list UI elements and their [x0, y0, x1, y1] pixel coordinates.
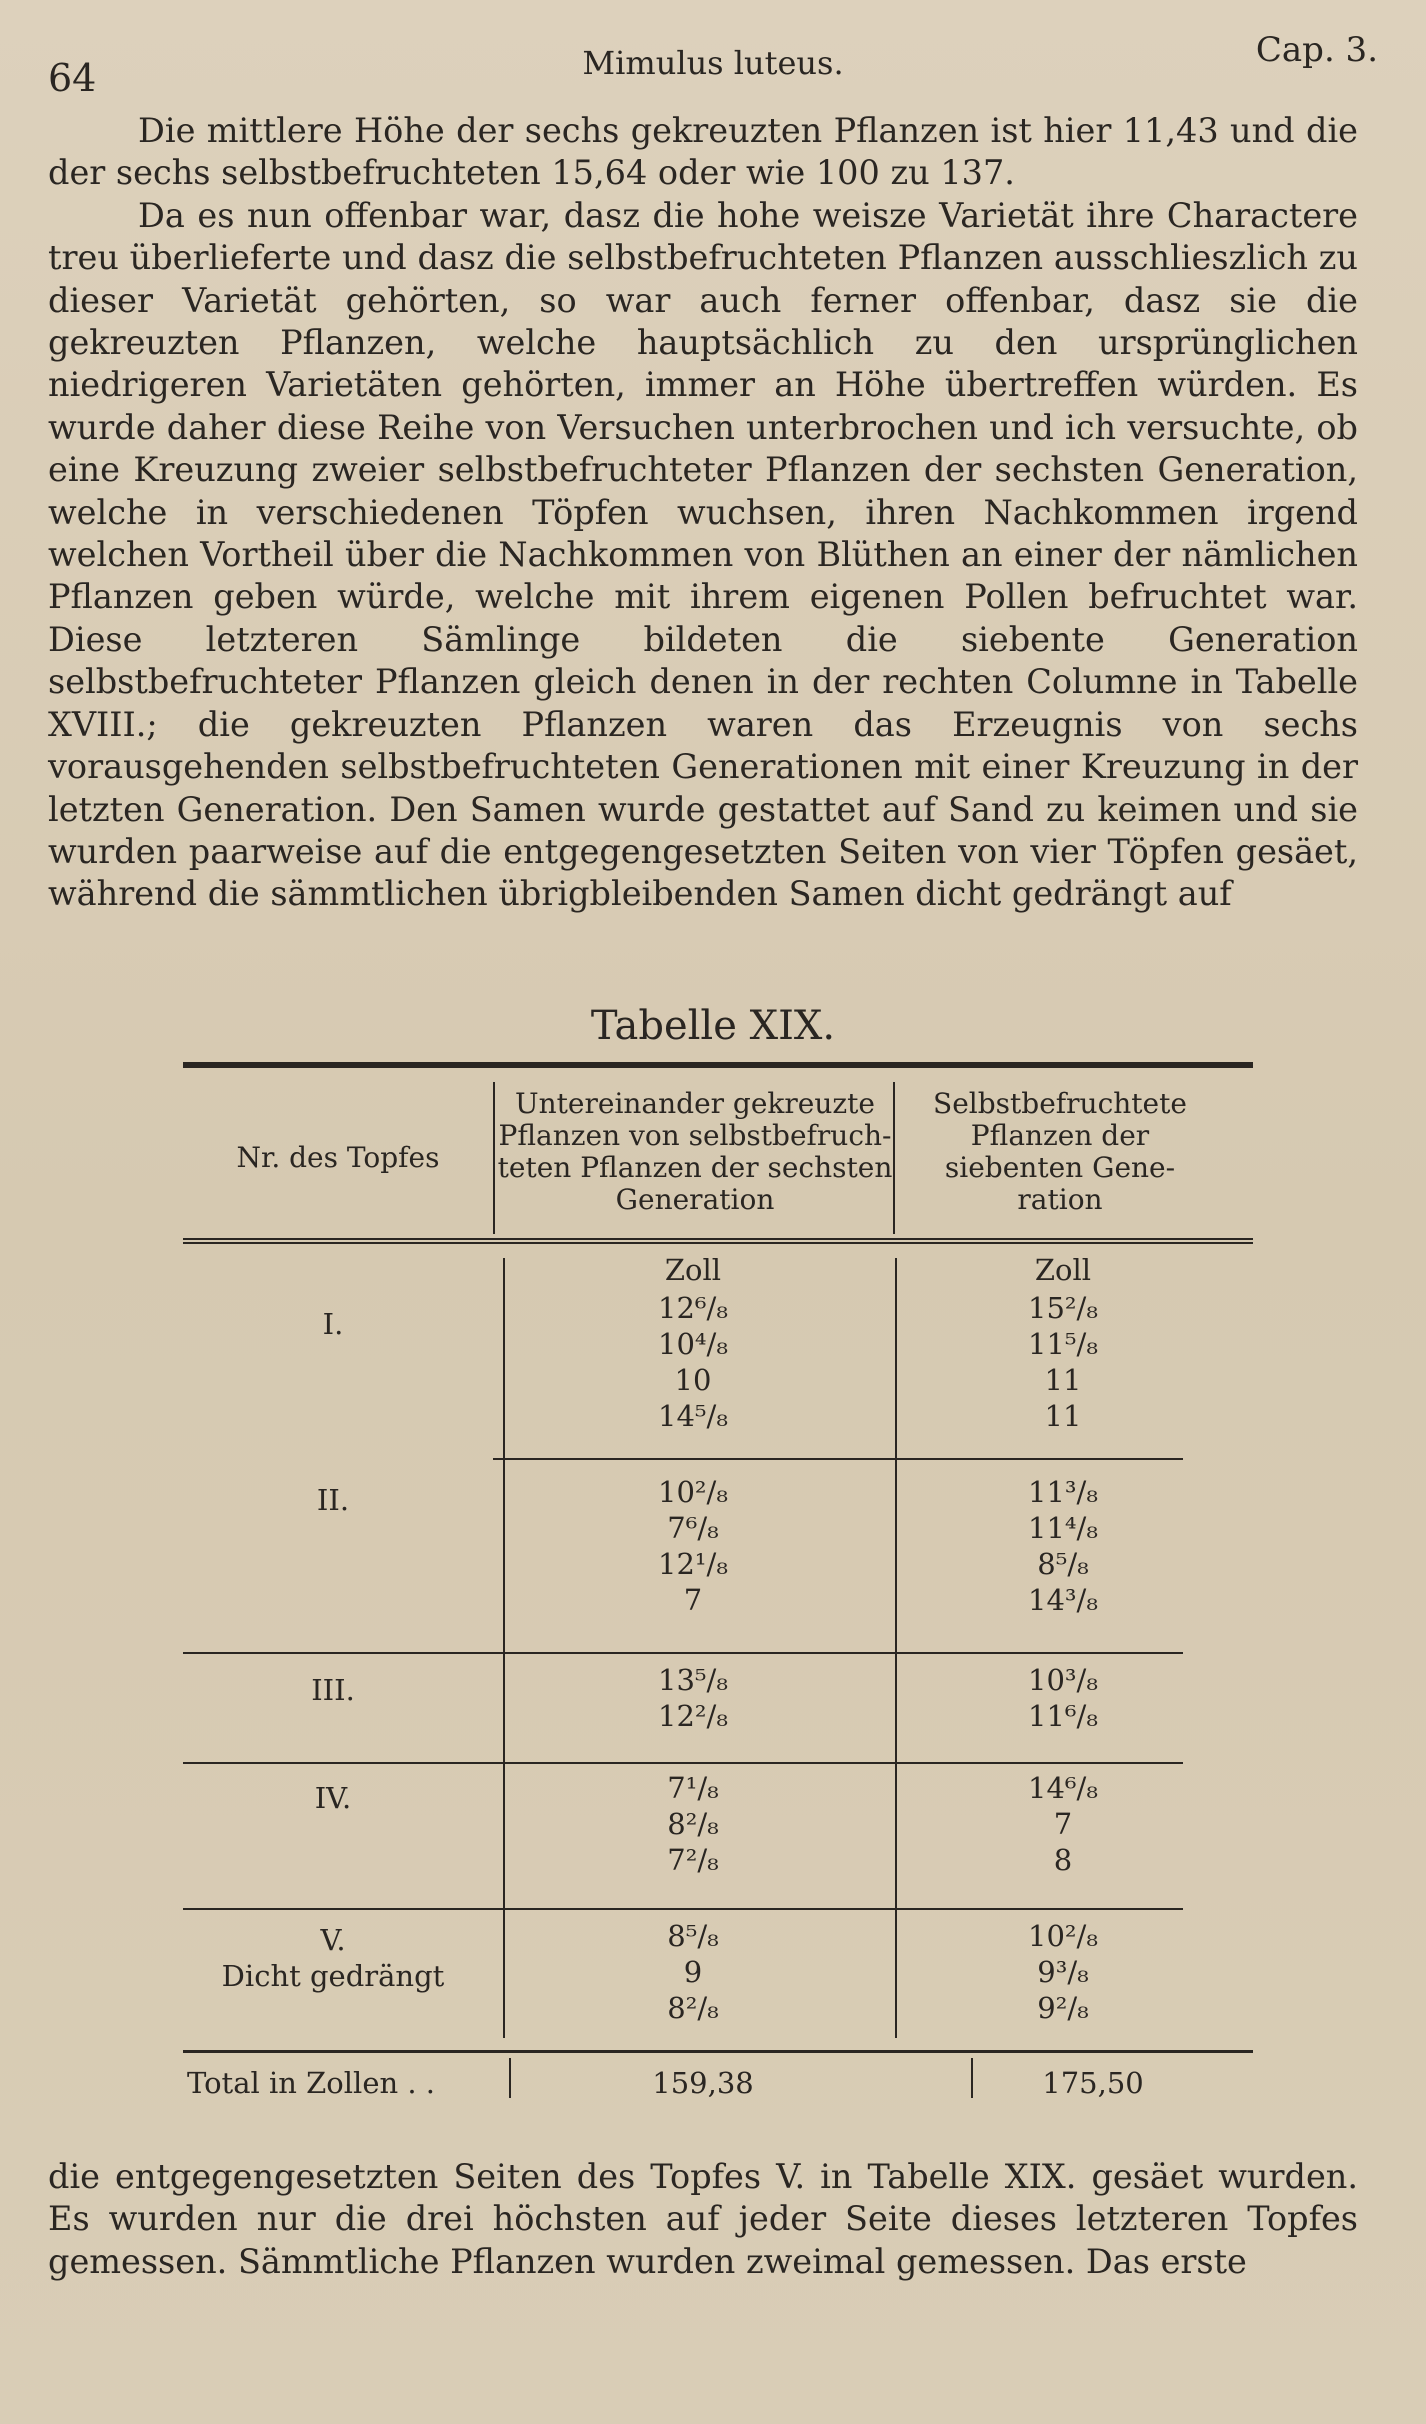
crossed-values: 8⁵/₈ 9 8²/₈ — [667, 1919, 719, 2025]
crossed-values: 12⁶/₈ 10⁴/₈ 10 14⁵/₈ — [658, 1291, 728, 1433]
header-pot-number: Nr. des Topfes — [236, 1141, 440, 1174]
table-top-rule — [183, 1062, 1253, 1068]
self-values: 10²/₈ 9³/₈ 9²/₈ — [1028, 1919, 1098, 2025]
chapter-label: Cap. 3. — [1255, 30, 1378, 70]
total-label: Total in Zollen . . — [187, 2066, 436, 2100]
text-block-top — [48, 110, 1358, 916]
header-rule — [183, 1238, 1253, 1244]
row-rule — [493, 1458, 1183, 1460]
crossed-values: 10²/₈ 7⁶/₈ 12¹/₈ 7 — [658, 1475, 728, 1617]
paragraph: die entgegengesetzten Seiten des Topfes V. in Tabelle XIX. gesäet wurden. Es wurden nur die drei höchsten auf jeder Seite dieses letzteren Topfes gemessen. Sämmtliche Pflanzen wurden zweimal gemessen. Das erste — [48, 2157, 1358, 2281]
pot-label: IV. — [314, 1781, 352, 1815]
paragraph: Da es nun offenbar war, dasz die hohe weisze Varietät ihre Charactere treu überlieferte und dasz die selbstbefruchteten Pflanzen ausschlieszlich zu dieser Varietät gehörten, so war auch ferner offenbar, dasz sie die gekreuzten Pflanzen, welche hauptsächlich zu den ursprünglichen niedrigeren Varietäten gehörten, immer an Höhe übertreffen würden. Es wurde daher diese Reihe von Versuchen unterbrochen und ich versuchte, ob eine Kreuzung zweier selbstbefruchteter Pflanzen der sechsten Generation, welche in verschiedenen Töpfen wuchsen, ihren Nachkommen irgend welchen Vortheil über die Nachkommen von Blüthen an einer der nämlichen Pflanzen geben würde, welche mit ihrem eigenen Pollen befruchtet war. Diese letzteren Sämlinge bildeten die siebente Generation selbstbefruchteter Pflanzen gleich denen in der rechten Columne in Tabelle XVIII.; die gekreuzten Pflanzen waren das Erzeugnis von sechs vorausgehenden selbstbefruchteten Generationen mit einer Kreuzung in der letzten Generation. Den Samen wurde gestattet auf Sand zu keimen und sie wurden paarweise auf die entgegengesetzten Seiten von vier Töpfen gesäet, während die sämmtlichen übrigbleibenden Samen dicht gedrängt auf — [48, 195, 1358, 914]
row-rule — [183, 1762, 1183, 1764]
header-divider — [493, 1082, 495, 1234]
pot-label: III. — [311, 1673, 355, 1707]
total-rule — [183, 2050, 1253, 2053]
pot-label: V. Dicht gedrängt — [221, 1923, 445, 1993]
table-title: Tabelle XIX. — [590, 1003, 836, 1049]
header-divider — [893, 1082, 895, 1234]
row-rule — [183, 1652, 1183, 1654]
running-title: Mimulus luteus. — [582, 44, 844, 82]
self-values: 10³/₈ 11⁶/₈ — [1028, 1663, 1098, 1733]
pot-label: I. — [322, 1307, 344, 1341]
column-divider — [509, 2058, 511, 2098]
self-values: 14⁶/₈ 7 8 — [1028, 1771, 1098, 1877]
column-divider — [895, 1258, 897, 2038]
total-self: 175,50 — [1042, 2066, 1144, 2100]
column-divider — [503, 1258, 505, 2038]
self-values: 11³/₈ 11⁴/₈ 8⁵/₈ 14³/₈ — [1028, 1475, 1098, 1617]
crossed-values: 7¹/₈ 8²/₈ 7²/₈ — [667, 1771, 719, 1877]
page-header — [48, 30, 1378, 100]
total-crossed: 159,38 — [652, 2066, 754, 2100]
row-rule — [183, 1908, 1183, 1910]
pot-label: II. — [316, 1483, 350, 1517]
text-block-bottom — [48, 2156, 1358, 2283]
unit-label: Zoll — [1034, 1253, 1092, 1287]
header-crossed: Untereinander gekreuzte Pflanzen von selbstbefruch- teten Pflanzen der sechsten Generation — [497, 1087, 893, 1216]
unit-label: Zoll — [664, 1253, 722, 1287]
self-values: 15²/₈ 11⁵/₈ 11 11 — [1028, 1291, 1098, 1433]
header-self: Selbstbefruchtete Pflanzen der siebenten Gene- ration — [933, 1087, 1187, 1216]
crossed-values: 13⁵/₈ 12²/₈ — [658, 1663, 728, 1733]
page-number: 64 — [48, 56, 97, 100]
paragraph: Die mittlere Höhe der sechs gekreuzten Pflanzen ist hier 11,43 und die der sechs selbstbefruchteten 15,64 oder wie 100 zu 137. — [48, 111, 1358, 193]
data-table — [183, 1062, 1253, 2102]
